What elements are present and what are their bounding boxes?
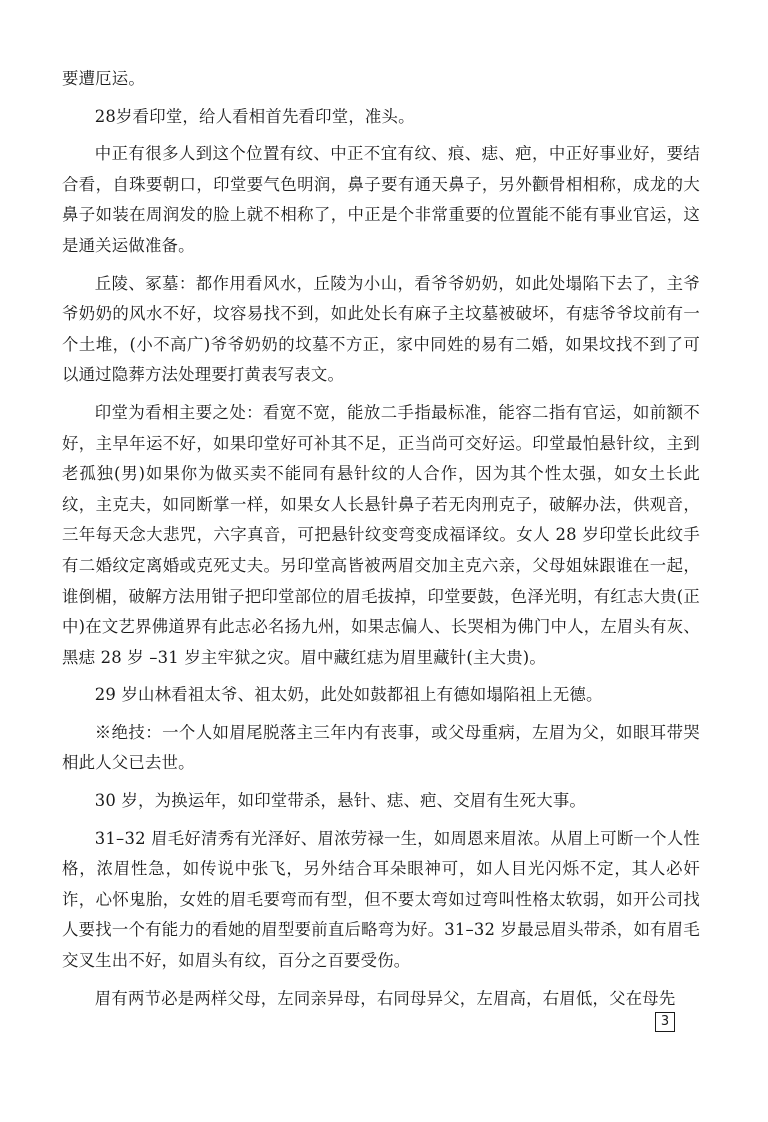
paragraph-age-28: 28岁看印堂，给人看相首先看印堂，准头。 <box>94 106 415 126</box>
paragraph-age-31-32: 31–32 眉毛好清秀有光泽好、眉浓劳禄一生，如周恩来眉浓。从眉上可断一个人性格，浓眉性急，如传说中张飞，另外结合耳朵眼神可，如人目光闪烁不定，其人必奸诈，心怀鬼胎，女姓的眉毛要弯而有型，但不要太弯如过弯叫性格太软弱，如开公司找人要找一个有能力的看她的眉型要前直后略弯为好。31–32 岁最忌眉头带杀，如有眉毛交叉生出不好，如眉头有纹，百分之百要受伤。 <box>62 828 700 971</box>
page-number: 3 <box>655 1012 675 1032</box>
paragraph-qiuling-zhongmu: 丘陵、冢墓：都作用看风水，丘陵为小山，看爷爷奶奶，如此处塌陷下去了，主爷爷奶奶的风水不好，坟容易找不到，如此处长有麻子主坟墓被破坏，有痣爷爷坟前有一个土堆，(小不高广)爷爷奶奶的坟墓不方正，家中同姓的易有二婚，如果坟找不到了可以通过隐葬方法处理要打黄表写表文。 <box>62 273 700 385</box>
paragraph-age-30: 30 岁，为换运年，如印堂带杀，悬针、痣、疤、交眉有生死大事。 <box>94 791 586 811</box>
paragraph-age-29: 29 岁山林看祖太爷、祖太奶，此处如鼓都祖上有德如塌陷祖上无德。 <box>94 685 603 705</box>
paragraph-continuation: 要遭厄运。 <box>62 69 145 88</box>
paragraph-yintang: 印堂为看相主要之处：看宽不宽，能放二手指最标准，能容二指有官运，如前额不好，主早年运不好，如果印堂好可补其不足，正当尚可交好运。印堂最怕悬针纹，主到老孤独(男)如果你为做买卖不能同有悬针纹的人合作，因为其个性太强，如女土长此纹，主克夫，如同断掌一样，如果女人长悬针鼻子若无肉刑克子，破解办法，供观音，三年每天念大悲咒，六字真音，可把悬针纹变弯变成福译纹。女人 28 岁印堂长此纹手有二婚纹定离婚或克死丈夫。另印堂高皆被两眉交加主克六亲，父母姐妹跟谁在一起，谁倒楣，破解方法用钳子把印堂部位的眉毛拔掉，印堂要鼓，色泽光明，有红志大贵(正中)在文艺界佛道界有此志必名扬九州，如果志偏人、长哭相为佛门中人，左眉头有灰、黑痣 28 岁 –31 岁主牢狱之灾。眉中藏红痣为眉里藏针(主大贵)。 <box>62 402 700 667</box>
paragraph-secret-technique: ※绝技：一个人如眉尾脱落主三年内有丧事，或父母重病，左眉为父，如眼耳带哭相此人父已去世。 <box>62 722 700 773</box>
paragraph-eyebrow-sections: 眉有两节必是两样父母，左同亲异母，右同母异父，左眉高，右眉低，父在母先 <box>94 988 676 1008</box>
body-text <box>62 64 700 1021</box>
paragraph-zhongzheng: 中正有很多人到这个位置有纹、中正不宜有纹、痕、痣、疤，中正好事业好，要结合看，自珠要朝口，印堂要气色明润，鼻子要有通天鼻子，另外颧骨相相称，成龙的大鼻子如装在周润发的脸上就不相称了，中正是个非常重要的位置能不能有事业官运，这是通关运做准备。 <box>62 144 700 255</box>
